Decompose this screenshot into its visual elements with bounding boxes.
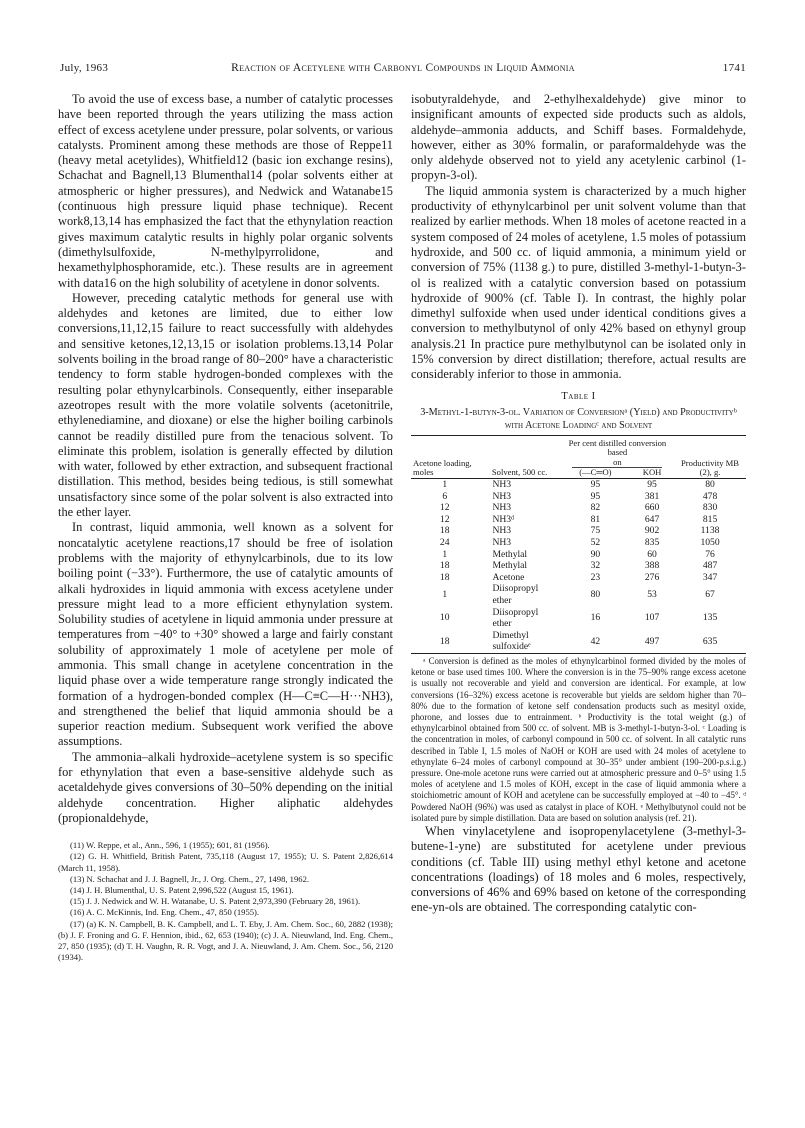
- col-header-solvent: Solvent, 500 cc.: [491, 467, 548, 478]
- page-number: 1741: [722, 62, 746, 74]
- header-title: Reaction of Acetylene with Carbonyl Compounds in Liquid Ammonia: [231, 62, 575, 74]
- table-row: [411, 479, 746, 491]
- reference-item: (12) G. H. Whitfield, British Patent, 735,118 (August 17, 1955); U. S. Patent 2,826,614 (March 11, 1958).: [58, 851, 393, 873]
- cell-productivity: 347: [702, 571, 718, 583]
- col-header-conversion: Per cent distilled conversion based: [568, 437, 667, 458]
- cell-acetone: 24: [439, 536, 450, 548]
- table-row: [411, 572, 746, 584]
- reference-item: (17) (a) K. N. Campbell, B. K. Campbell, and L. T. Eby, J. Am. Chem. Soc., 60, 2882 (1938); (b) J. F. Froning and G. F. Hennion, ibid., 62, 653 (1940); (c) J. A. Nieuwland, Ind. Eng. Chem., 27, 850 (1935); (d) T. H. Vaughn, R. R. Vogt, and J. A. Nieuwland, J. Am. Chem. Soc., 56, 2120 (1934).: [58, 918, 393, 963]
- cell-solvent: Diisopropyl ether: [492, 606, 539, 630]
- cell-conv-carbonyl: 95: [590, 479, 601, 491]
- table-body: [411, 479, 746, 654]
- cell-solvent: NH3: [492, 525, 512, 537]
- cell-acetone: 1: [442, 479, 448, 491]
- cell-solvent: NH3: [492, 536, 512, 548]
- header-date: July, 1963: [60, 62, 109, 74]
- cell-solvent: Methylal: [492, 548, 528, 560]
- reference-item: (11) W. Reppe, et al., Ann., 596, 1 (1955); 601, 81 (1956).: [70, 840, 270, 851]
- col-header-on: on: [572, 458, 662, 469]
- table-row: [411, 514, 746, 526]
- cell-conv-carbonyl: 95: [590, 490, 601, 502]
- cell-acetone: 1: [442, 589, 448, 601]
- paragraph: When vinylacetylene and isopropenylacetylene (3-methyl-3-butene-1-yne) are substituted for acetylene under previous conditions (cf. Table III) using methyl ethyl ketone and acetone concentrations (loadings) of 18 moles and 6 moles, respectively, conversions of 46% and 69% based on ketone of the corresponding ene-yn-ols are obtained. The corresponding catalytic con-: [411, 823, 746, 915]
- cell-productivity: 830: [702, 502, 718, 514]
- running-header: [60, 62, 746, 78]
- cell-solvent: NH3: [492, 490, 512, 502]
- cell-acetone: 10: [439, 612, 450, 624]
- cell-conv-koh: 902: [644, 525, 660, 537]
- data-table: [411, 435, 746, 654]
- cell-conv-carbonyl: 16: [590, 612, 601, 624]
- table-caption: 3-Methyl-1-butyn-3-ol. Variation of Conversionᵃ (Yield) and Productivityᵇ with Acetone Loadingᶜ and Solvent: [420, 406, 737, 431]
- paragraph: However, preceding catalytic methods for general use with aldehydes and ketones are limited, due to either low conversions,11,12,15 failure to react successfully with aldehydes and sensitive ketones,12,13,15 or isolation problems.13,14 Polar solvents boiling in the broad range of 80–200° have a characteristic tendency to form stable hydrogen-bonded complexes with the resulting polar ethynylcarbinols. Consequently, either inseparable azeotropes result with the more volatile solvents (acetonitrile, ethylenediamine, and dioxane) or else the higher boiling carbinols cannot be readily distilled pure from the tenacious solvent. To eliminate this problem, isolation is generally effected by dilution with water, followed by ether extraction, and subsequent fractional distillation. This method, besides being tedious, is still somewhat unsatisfactory since some of the polar solvent is also extracted into the ether layer.: [58, 290, 393, 520]
- cell-conv-carbonyl: 90: [590, 548, 601, 560]
- col-header-koh: KOH: [642, 467, 662, 478]
- cell-productivity: 135: [702, 612, 718, 624]
- reference-item: (13) N. Schachat and J. J. Bagnell, Jr., J. Org. Chem., 27, 1498, 1962.: [70, 873, 310, 884]
- reference-item: (16) A. C. McKinnis, Ind. Eng. Chem., 47, 850 (1955).: [70, 907, 260, 918]
- cell-acetone: 18: [439, 525, 450, 537]
- cell-solvent: Methylal: [492, 560, 528, 572]
- cell-acetone: 18: [439, 635, 450, 647]
- paragraph: isobutyraldehyde, and 2-ethylhexaldehyde) give minor to insignificant amounts of expected side products such as aldols, aldehyde–ammonia adducts, and Schiff bases. Formaldehyde, however, either as 30% formalin, or paraformaldehyde was the only aldehyde observed not to yield any acetylenic carbinol (1-propyn-3-ol).: [411, 92, 746, 183]
- table-row: [411, 630, 746, 654]
- cell-acetone: 6: [442, 490, 448, 502]
- cell-conv-koh: 388: [644, 560, 660, 572]
- table-number: Table I: [561, 390, 596, 402]
- reference-item: (14) J. H. Blumenthal, U. S. Patent 2,996,522 (August 15, 1961).: [70, 885, 294, 896]
- table-row: [411, 560, 746, 572]
- cell-acetone: 12: [439, 502, 450, 514]
- cell-productivity: 487: [702, 560, 718, 572]
- cell-conv-koh: 381: [644, 490, 660, 502]
- cell-conv-carbonyl: 42: [590, 635, 601, 647]
- cell-acetone: 18: [439, 560, 450, 572]
- cell-conv-koh: 53: [647, 589, 657, 601]
- paragraph: To avoid the use of excess base, a number of catalytic processes have been reported through the years utilizing the mass action effect of excess acetylene under pressure, polar solvents, or various catalysts. Prominent among these methods are those of Reppe11 (heavy metal acetylides), Whitfield12 (basic ion exchange resins), Schachat and Bagnell,13 Blumenthal14 (polar solvents either at atmospheric or higher pressures), and Nedwick and Watanabe15 (continuous high pressure liquid phase technique). Recent work8,13,14 has emphasized the fact that the ethynylation reaction gives maximum catalytic results in highly polar organic solvents (dimethylsulfoxide, N-methylpyrrolidone, and hexamethylphosphoramide, etc.). These results are in agreement with data16 on the high solubility of acetylene in donor solvents.: [58, 92, 393, 290]
- cell-productivity: 815: [702, 513, 718, 525]
- cell-conv-koh: 60: [647, 548, 657, 560]
- cell-productivity: 635: [702, 635, 718, 647]
- cell-conv-carbonyl: 82: [590, 502, 601, 514]
- paragraph: In contrast, liquid ammonia, well known as a solvent for noncatalytic acetylene reactions,17 should be free of isolation problems with the majority of ethynylcarbinols, due to its low boiling point (−33°). Furthermore, the use of catalytic amounts of alkali hydroxides in liquid ammonia with excess acetylene under pressure might lead to a more efficient ethynylation system. Solubility studies of acetylene in liquid ammonia under pressure at temperatures from −40° to +30° showed a large and fairly constant solubility of approximately 1 mole of acetylene per mole of ammonia. This small change in acetylene concentration in the liquid phase over a wide temperature range strongly indicated the formation of a hydrogen-bonded complex (H—C≡C—H···NH3), and strengthened the belief that liquid ammonia should be a superior reaction medium. Subsequent work verified the above assumptions.: [58, 520, 393, 749]
- paragraph: The liquid ammonia system is characterized by a much higher productivity of ethynylcarbinol per unit solvent volume than that realized by earlier methods. When 18 moles of acetone reacted in a system composed of 24 moles of acetylene, 1.5 moles of potassium hydroxide, and 500 cc. of liquid ammonia, a minimum yield or conversion of 75% (1138 g.) to pure, distilled 3-methyl-1-butyn-3-ol is realized with a catalytic conversion based on potassium hydroxide of 900% (cf. Table I). In contrast, the highly polar dimethyl sulfoxide when used under identical conditions gives a conversion to methylbutynol of only 42% based on ethynyl group analysis.21 In practice pure methylbutynol can be isolated only in 15% conversion by direct distillation; therefore, actual results are considerably inferior to those in ammonia.: [411, 183, 746, 382]
- cell-conv-koh: 107: [644, 612, 660, 624]
- cell-conv-koh: 95: [647, 479, 657, 491]
- cell-conv-koh: 660: [644, 502, 660, 514]
- left-column: [58, 92, 393, 963]
- cell-conv-carbonyl: 81: [590, 513, 601, 525]
- references: [58, 840, 393, 963]
- table-row: [411, 607, 746, 630]
- cell-solvent: NH3ᵈ: [492, 513, 515, 525]
- cell-productivity: 1050: [700, 536, 720, 548]
- cell-conv-carbonyl: 75: [590, 525, 601, 537]
- table-row: [411, 583, 746, 606]
- cell-conv-carbonyl: 23: [590, 571, 601, 583]
- cell-acetone: 18: [439, 571, 450, 583]
- cell-conv-carbonyl: 52: [590, 536, 601, 548]
- right-column: [411, 92, 746, 916]
- table-footnotes: ᵃ Conversion is defined as the moles of ethynylcarbinol formed divided by the moles of ketone or base used times 100. Where the conversion is in the 75–90% range excess acetone is usually not recoverable and yield and conversion are identical. For example, at low conversions (16–32%) excess acetone is recoverable but yields are seldom higher than 70–80% due to the formation of ketone self condensation products such as mesityl oxide, phorone, and losses due to entrainment. ᵇ Productivity is the total weight (g.) of ethynylcarbinol obtained from 500 cc. of solvent. MB is 3-methyl-1-butyn-3-ol. ᶜ Loading is the concentration in moles, of carbonyl compound in 500 cc. of solvent. In all catalytic runs described in Table I, 1.5 moles of NaOH or KOH are used with 24 moles of acetylene to ethynylate 6–24 moles of carbonyl compound at 30–35° under ambient (190–200-p.s.i.g.) pressure. One-mole acetone runs were carried out at atmospheric pressure and 0–5° using 1.5 moles of acetylene and 1.5 moles of KOH, except in the case of liquid ammonia where a stoichiometric amount of KOH and acetylene can be successfully employed at −40 to −45°. ᵈ Powdered NaOH (96%) was used as catalyst in place of KOH. ᵉ Methylbutynol could not be isolated pure by simple distillation. Data are based on solution analysis (ref. 21).: [411, 655, 746, 823]
- table-row: [411, 537, 746, 549]
- cell-acetone: 12: [439, 513, 450, 525]
- cell-productivity: 67: [705, 589, 715, 601]
- cell-conv-carbonyl: 32: [590, 560, 601, 572]
- cell-conv-koh: 276: [644, 571, 660, 583]
- col-header-carbonyl: (—C═O): [579, 467, 612, 478]
- col-header-acetone: Acetone loading, moles: [413, 457, 472, 478]
- table-row: [411, 502, 746, 514]
- reference-item: (15) J. J. Nedwick and W. H. Watanabe, U. S. Patent 2,973,390 (February 28, 1961).: [70, 896, 361, 907]
- col-header-productivity: Productivity MB (2), g.: [681, 457, 740, 478]
- cell-acetone: 1: [442, 548, 448, 560]
- cell-conv-koh: 835: [644, 536, 660, 548]
- table-row: [411, 549, 746, 561]
- paragraph: The ammonia–alkali hydroxide–acetylene system is so specific for ethynylation that even a base-sensitive aldehyde such as acetaldehyde gives conversions of 30–50% depending on the initial aldehyde concentration. Higher aliphatic aldehydes (propionaldehyde,: [58, 749, 393, 825]
- cell-solvent: Diisopropyl ether: [492, 583, 539, 606]
- cell-productivity: 76: [705, 548, 715, 560]
- cell-productivity: 80: [705, 479, 715, 491]
- cell-productivity: 478: [702, 490, 718, 502]
- table-row: [411, 525, 746, 537]
- cell-conv-koh: 497: [644, 635, 660, 647]
- cell-solvent: NH3: [492, 502, 512, 514]
- cell-solvent: Acetone: [492, 571, 525, 583]
- cell-productivity: 1138: [700, 525, 720, 537]
- cell-conv-koh: 647: [644, 513, 660, 525]
- cell-solvent: NH3: [492, 479, 512, 491]
- cell-solvent: Dimethyl sulfoxideᵉ: [492, 629, 531, 653]
- cell-conv-carbonyl: 80: [590, 589, 601, 601]
- table-row: [411, 491, 746, 503]
